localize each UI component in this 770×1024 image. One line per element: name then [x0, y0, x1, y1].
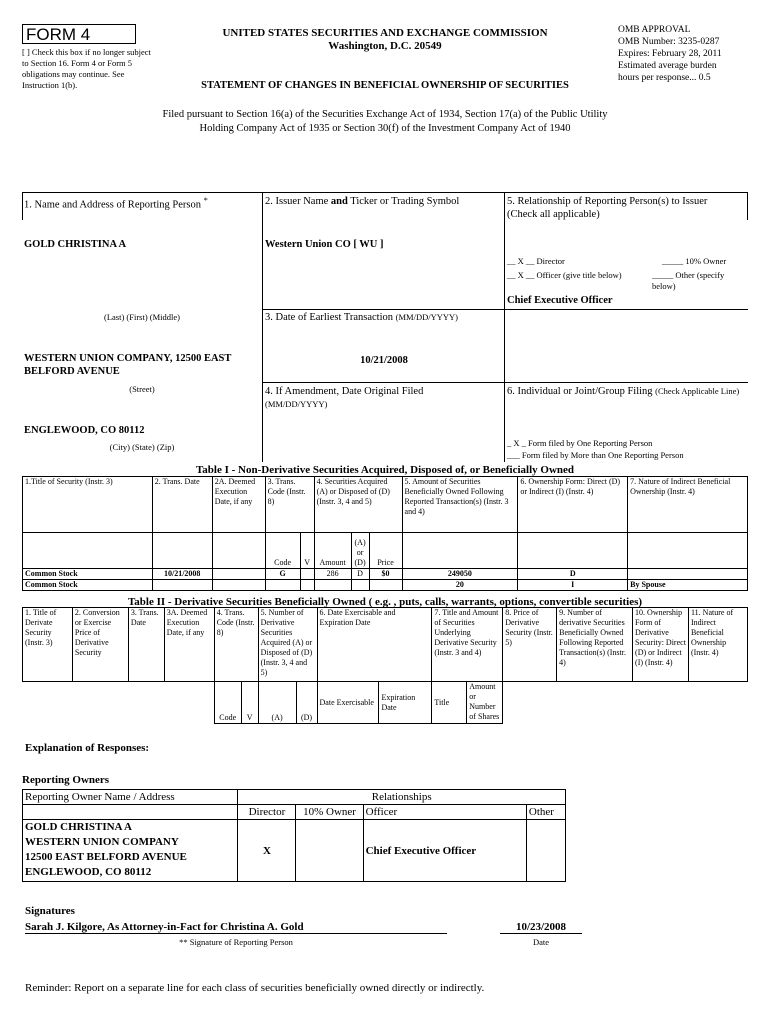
explanation-label: Explanation of Responses:: [25, 742, 150, 754]
relationship-other: _____ Other (specify below): [652, 270, 725, 291]
t2-sub-v: V: [241, 682, 258, 724]
t2-header-nature: 11. Nature of Indirect Beneficial Ownership (Instr. 4): [688, 608, 747, 682]
omb-line: OMB Number: 3235-0287: [618, 37, 720, 47]
owners-col-director: Director: [238, 805, 296, 820]
t1-header-code: 3. Trans. Code (Instr. 8): [265, 477, 314, 533]
relationship-ten-percent: _____ 10% Owner: [662, 256, 727, 266]
t1-row1-nature: [628, 569, 748, 580]
t1-header-date: 2. Trans. Date: [152, 477, 212, 533]
t2-header-deemed: 3A. Deemed Execution Date, if any: [164, 608, 214, 682]
section-2-text-end: Ticker or Trading Symbol: [347, 196, 460, 207]
owner-line: 12500 EAST BELFORD AVENUE: [25, 851, 187, 863]
section-1-label: [24, 195, 260, 212]
signer-caption: ** Signature of Reporting Person: [179, 937, 293, 947]
t1-row2-amount: [314, 580, 351, 591]
section-6-text: 6. Individual or Joint/Group Filing: [507, 386, 653, 397]
signer-name: Sarah J. Kilgore, As Attorney-in-Fact for Christina A. Gold: [25, 921, 447, 934]
earliest-transaction-date: 10/21/2008: [360, 355, 408, 366]
section-3-text: 3. Date of Earliest Transaction: [265, 312, 394, 323]
t2-sub-d: (D): [296, 682, 317, 724]
reminder-text: Reminder: Report on a separate line for each class of securities beneficially owned directly or indirectly.: [25, 982, 485, 994]
agency-line2: Washington, D.C. 20549: [328, 40, 442, 52]
t1-sub-code: Code: [265, 533, 300, 569]
omb-approval: [618, 24, 766, 84]
t2-sub-amount-shares: Amount or Number of Shares: [467, 682, 503, 724]
owners-col-name: Reporting Owner Name / Address: [23, 790, 238, 805]
t1-row1-a-or-d: D: [351, 569, 369, 580]
table-row: [23, 580, 748, 591]
t1-sub-amount: Amount: [314, 533, 351, 569]
table-2-title: Table II - Derivative Securities Beneficially Owned ( e.g. , puts, calls, warrants, options, convertible securities): [127, 596, 643, 608]
signatures-heading: Signatures: [25, 905, 75, 917]
owners-col-ten-percent: 10% Owner: [296, 805, 363, 820]
t2-sub-date-exercisable: Date Exercisable: [317, 682, 379, 724]
owner-officer-title: Chief Executive Officer: [363, 820, 526, 882]
t1-row1-form: D: [518, 569, 628, 580]
t1-row2-title: Common Stock: [23, 580, 153, 591]
signature-date: 10/23/2008: [500, 921, 582, 934]
t2-header-form: 10. Ownership Form of Derivative Security: Direct (D) or Indirect (I) (Instr. 4): [633, 608, 689, 682]
t2-sub-a: (A): [258, 682, 296, 724]
t1-header-nature: 7. Nature of Indirect Beneficial Ownership (Instr. 4): [628, 477, 748, 533]
t1-row2-owned: 20: [402, 580, 518, 591]
t1-row2-price: [369, 580, 402, 591]
t2-sub-expiration: Expiration Date: [379, 682, 432, 724]
t1-row2-v: [300, 580, 314, 591]
t1-row1-code: G: [265, 569, 300, 580]
table-row: [23, 820, 566, 882]
t1-row2-form: I: [518, 580, 628, 591]
owner-line: WESTERN UNION COMPANY: [25, 836, 179, 848]
t1-sub-v: V: [300, 533, 314, 569]
t1-row1-amount: 286: [314, 569, 351, 580]
t1-row2-nature: By Spouse: [628, 580, 748, 591]
t2-sub-title: Title: [432, 682, 467, 724]
t1-row2-date: [152, 580, 212, 591]
city-state-zip-label: (City) (State) (Zip): [109, 442, 175, 452]
t2-sub-code: Code: [214, 682, 241, 724]
table-1: [22, 476, 748, 591]
t1-row1-title: Common Stock: [23, 569, 153, 580]
owner-ten-percent-mark: [296, 820, 363, 882]
relationship-director: __ X __ Director: [507, 256, 565, 266]
signature-date-caption: Date: [532, 937, 550, 947]
section-1-asterisk: *: [203, 195, 208, 205]
section-4-format: (MM/DD/YYYY): [265, 399, 328, 409]
t2-header-underlying: 7. Title and Amount of Securities Underlying Derivative Security (Instr. 3 and 4): [432, 608, 503, 682]
section-3-label: [265, 311, 503, 324]
section-4-label: 4. If Amendment, Date Original Filed: [265, 386, 424, 397]
owner-line: GOLD CHRISTINA A: [25, 821, 132, 833]
t1-header-deemed: 2A. Deemed Execution Date, if any: [212, 477, 265, 533]
t1-sub-price: Price: [369, 533, 402, 569]
omb-line: OMB APPROVAL: [618, 25, 691, 35]
table-2: [22, 607, 748, 724]
section-5-label: [507, 195, 748, 221]
statement-title: STATEMENT OF CHANGES IN BENEFICIAL OWNERSHIP OF SECURITIES: [201, 80, 569, 91]
t1-sub-a-or-d: (A) or (D): [351, 533, 369, 569]
filed-pursuant-text: Filed pursuant to Section 16(a) of the Securities Exchange Act of 1934, Section 17(a) of the Public Utility Holding Company Act of 1935 or Section 30(f) of the Investment Company Act of 1940: [162, 109, 608, 134]
owner-other: [526, 820, 565, 882]
reporting-street: WESTERN UNION COMPANY, 12500 EAST BELFORD AVENUE: [24, 353, 232, 377]
t1-row1-price: $0: [369, 569, 402, 580]
t1-row2-a-or-d: [351, 580, 369, 591]
t2-header-conversion: 2. Conversion or Exercise Price of Derivative Security: [72, 608, 128, 682]
reporting-owners-table: [22, 789, 566, 882]
t2-header-price: 8. Price of Derivative Security (Instr. 5): [503, 608, 557, 682]
relationship-officer: __ X __ Officer (give title below): [507, 270, 622, 280]
t1-header-title: 1.Title of Security (Instr. 3): [23, 477, 153, 533]
agency-heading: [170, 27, 600, 53]
t2-header-date: 3. Trans. Date: [128, 608, 164, 682]
section-5-sub: (Check all applicable): [507, 209, 600, 220]
t2-header-owned: 9. Number of derivative Securities Beneficially Owned Following Reported Transaction(s) (Instr. 4): [557, 608, 633, 682]
form-label: FORM 4: [22, 24, 136, 44]
omb-line: Expires: February 28, 2011: [618, 49, 722, 59]
omb-line: hours per response... 0.5: [618, 73, 711, 83]
t1-row1-date: 10/21/2008: [152, 569, 212, 580]
reporting-block: [22, 192, 748, 462]
name-parts-label: (Last) (First) (Middle): [103, 312, 180, 322]
section-1-text: 1. Name and Address of Reporting Person: [24, 199, 202, 211]
owner-line: ENGLEWOOD, CO 80112: [25, 866, 152, 878]
owners-col-officer: Officer: [363, 805, 526, 820]
section-5-text: 5. Relationship of Reporting Person(s) to Issuer: [507, 196, 708, 207]
section-3-format: (MM/DD/YYYY): [395, 312, 458, 322]
t2-header-number: 5. Number of Derivative Securities Acquired (A) or Disposed of (D) (Instr. 3, 4 and 5): [258, 608, 317, 682]
owners-col-other: Other: [526, 805, 565, 820]
filing-more-persons: ___ Form filed by More than One Reporting Person: [507, 450, 684, 460]
t1-row1-v: [300, 569, 314, 580]
t1-row2-code: [265, 580, 300, 591]
section-2-label: [265, 195, 503, 208]
section-2-text: 2. Issuer Name: [265, 196, 331, 207]
section-6-label: [507, 385, 748, 398]
omb-line: Estimated average burden: [618, 61, 717, 71]
reporting-city-state-zip: ENGLEWOOD, CO 80112: [24, 425, 145, 436]
t1-row1-owned: 249050: [402, 569, 518, 580]
reporting-person-name: GOLD CHRISTINA A: [24, 239, 127, 250]
owner-name-address: [23, 820, 238, 882]
t1-row2-deemed: [212, 580, 265, 591]
agency-line1: UNITED STATES SECURITIES AND EXCHANGE COMMISSION: [222, 27, 548, 39]
officer-title: Chief Executive Officer: [507, 295, 613, 306]
table-1-title: Table I - Non-Derivative Securities Acquired, Disposed of, or Beneficially Owned: [195, 464, 575, 476]
reporting-owners-heading: Reporting Owners: [22, 774, 110, 786]
t2-header-code: 4. Trans. Code (Instr. 8): [214, 608, 258, 682]
section-2-and: and: [330, 196, 348, 207]
street-label: (Street): [129, 384, 155, 394]
t2-header-exercisable: 6. Date Exercisable and Expiration Date: [317, 608, 432, 682]
filing-one-person: _ X _ Form filed by One Reporting Person: [507, 438, 653, 448]
table-row: [23, 569, 748, 580]
issuer-name: Western Union CO [ WU ]: [265, 239, 384, 250]
t1-header-securities: 4. Securities Acquired (A) or Disposed of (D) (Instr. 3, 4 and 5): [314, 477, 402, 533]
owners-col-relationships: Relationships: [238, 790, 566, 805]
checkbox-note: [ ] Check this box if no longer subject to Section 16. Form 4 or Form 5 obligations may continue. See Instruction 1(b).: [22, 47, 151, 90]
t1-header-owned: 5. Amount of Securities Beneficially Owned Following Reported Transaction(s) (Instr. 3 and 4): [402, 477, 518, 533]
owner-director-mark: X: [238, 820, 296, 882]
section-6-check: (Check Applicable Line): [655, 386, 740, 396]
t1-header-form: 6. Ownership Form: Direct (D) or Indirect (I) (Instr. 4): [518, 477, 628, 533]
t2-header-title: 1. Title of Derivate Security (Instr. 3): [23, 608, 73, 682]
t1-row1-deemed: [212, 569, 265, 580]
